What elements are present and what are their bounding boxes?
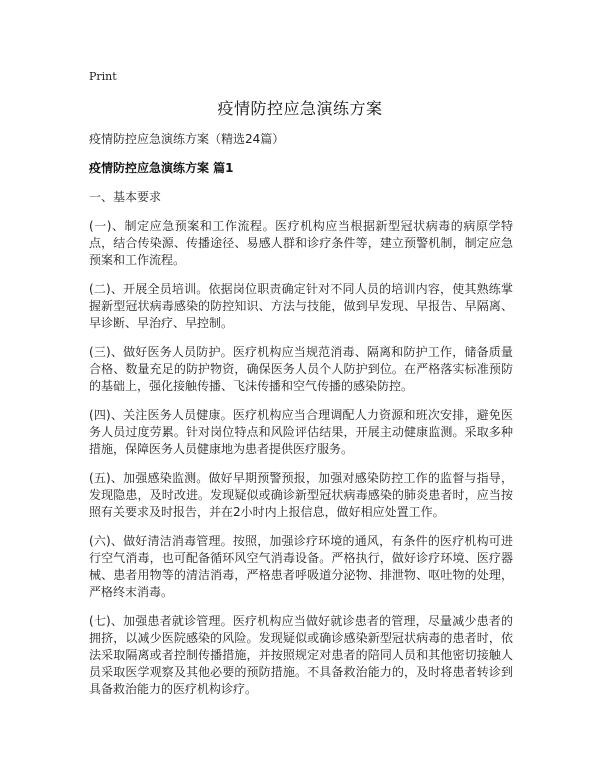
page-title: 疫情防控应急演练方案 — [217, 99, 383, 118]
paragraph-basic-requirements: 一、基本要求 — [89, 190, 162, 204]
paragraph-cleaning-disinfection: (六)、做好清洁消毒管理。按照，加强诊疗环境的通风，有条件的医疗机构可进行空气消毒，也可配备循环风空气消毒设备。严格执行，做好诊疗环境、医疗器械、患者用物等的清洁消毒，严格患者呼吸道分泌物、排泄物、呕吐物的处理，严格终末消毒。 — [89, 534, 513, 599]
document-subtitle: 疫情防控应急演练方案（精选24篇） — [89, 132, 285, 146]
paragraph-infection-monitoring: (五)、加强感染监测。做好早期预警预报，加强对感染防控工作的监督与指导，发现隐患，及时改进。发现疑似或确诊新型冠状病毒感染的肺炎患者时，应当按照有关要求及时报告，并在2小时内上报信息，做好相应处置工作。 — [89, 471, 513, 519]
paragraph-patient-management: (七)、加强患者就诊管理。医疗机构应当做好就诊患者的管理，尽量减少患者的拥挤，以减少医院感染的风险。发现疑似或确诊感染新型冠状病毒的患者时，依法采取隔离或者控制传播措施，并按照规定对患者的陪同人员和其他密切接触人员采取医学观察及其他必要的预防措施。不具备救治能力的，及时将患者转诊到具备救治能力的医疗机构诊疗。 — [89, 614, 513, 696]
paragraph-staff-training: (二)、开展全员培训。依据岗位职责确定针对不同人员的培训内容，使其熟练掌握新型冠状病毒感染的防控知识、方法与技能，做到早发现、早报告、早隔离、早诊断、早治疗、早控制。 — [89, 282, 513, 330]
paragraph-staff-protection: (三)、做好医务人员防护。医疗机构应当规范消毒、隔离和防护工作，储备质量合格、数量充足的防护物资，确保医务人员个人防护到位。在严格落实标准预防的基础上，强化接触传播、飞沫传播和空气传播的感染防控。 — [89, 345, 513, 393]
paragraph-emergency-plan: (一)、制定应急预案和工作流程。医疗机构应当根据新型冠状病毒的病原学特点，结合传染源、传播途径、易感人群和诊疗条件等，建立预警机制，制定应急预案和工作流程。 — [89, 219, 513, 267]
section-heading: 疫情防控应急演练方案 篇1 — [89, 161, 234, 175]
print-link[interactable]: Print — [89, 70, 117, 83]
document-body — [89, 131, 513, 710]
paragraph-staff-health: (四)、关注医务人员健康。医疗机构应当合理调配人力资源和班次安排，避免医务人员过度劳累。针对岗位特点和风险评估结果，开展主动健康监测。采取多种措施，保障医务人员健康地为患者提供医疗服务。 — [89, 408, 513, 456]
